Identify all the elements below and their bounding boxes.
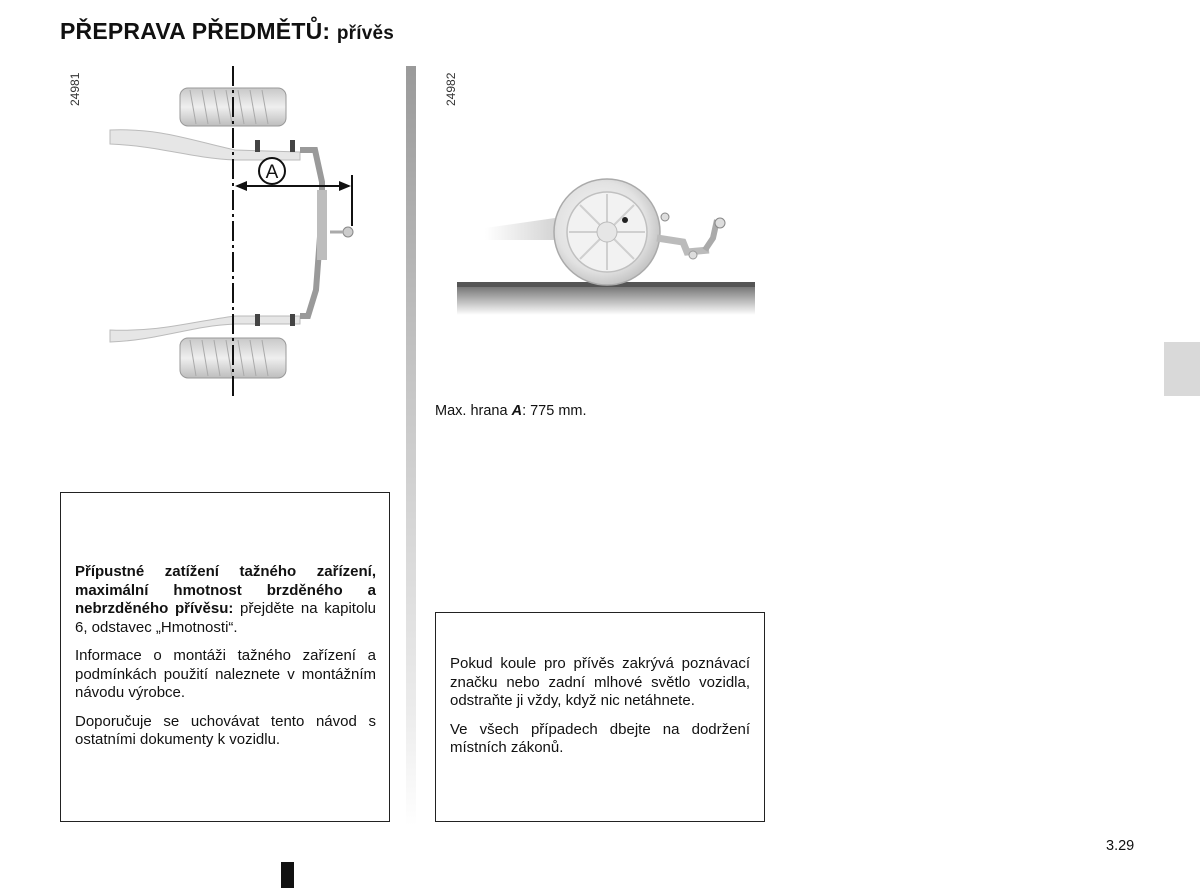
- figure-number: 24982: [444, 72, 458, 106]
- caption-prefix: Max. hrana: [435, 403, 512, 419]
- figure-towball-side-view: [425, 60, 765, 320]
- info-box-towing-limits: [60, 492, 390, 822]
- figure-caption: [435, 403, 587, 419]
- box1-lead-rest: přejděte na kapitolu 6, odstavec „Hmotnosti“.: [75, 600, 376, 636]
- box1-paragraph-2: Informace o montáži tažného zařízení a podmínkách použití naleznete v montážním návodu výrobce.: [75, 647, 376, 701]
- box1-paragraph-1: [75, 563, 376, 637]
- box2-paragraph-2: Ve všech případech dbejte na dodržení místních zákonů.: [450, 720, 750, 756]
- box1-paragraph-3: Doporučuje se uchovávat tento návod s ostatními dokumenty k vozidlu.: [75, 712, 376, 748]
- box2-paragraph-1: Pokud koule pro přívěs zakrývá poznávací značku nebo zadní mlhové světlo vozidla, odstraňte ji vždy, když nic netáhnete.: [450, 655, 750, 709]
- chapter-tab: [1164, 342, 1200, 396]
- title-sub: přívěs: [336, 23, 395, 44]
- figure-towbar-top-view: [60, 60, 400, 405]
- column-divider: [406, 66, 416, 826]
- caption-letter: A: [511, 403, 523, 419]
- figure-number: 24981: [68, 72, 82, 106]
- dimension-label-a: A: [265, 162, 279, 183]
- page-number: 3.29: [1106, 838, 1135, 854]
- caption-suffix: : 775 mm.: [522, 403, 587, 419]
- box1-bold-lead: Přípustné zatížení tažného zařízení, maximální hmotnost brzděného a nebrzděného přívěsu:: [75, 563, 376, 617]
- page-title: [60, 18, 394, 45]
- towbar-top-view-drawing: [60, 60, 400, 405]
- towball-side-view-drawing: [425, 60, 765, 320]
- info-box-towball-removal: [435, 612, 765, 822]
- page-marker: [281, 862, 294, 888]
- title-main: PŘEPRAVA PŘEDMĚTŮ:: [60, 18, 331, 44]
